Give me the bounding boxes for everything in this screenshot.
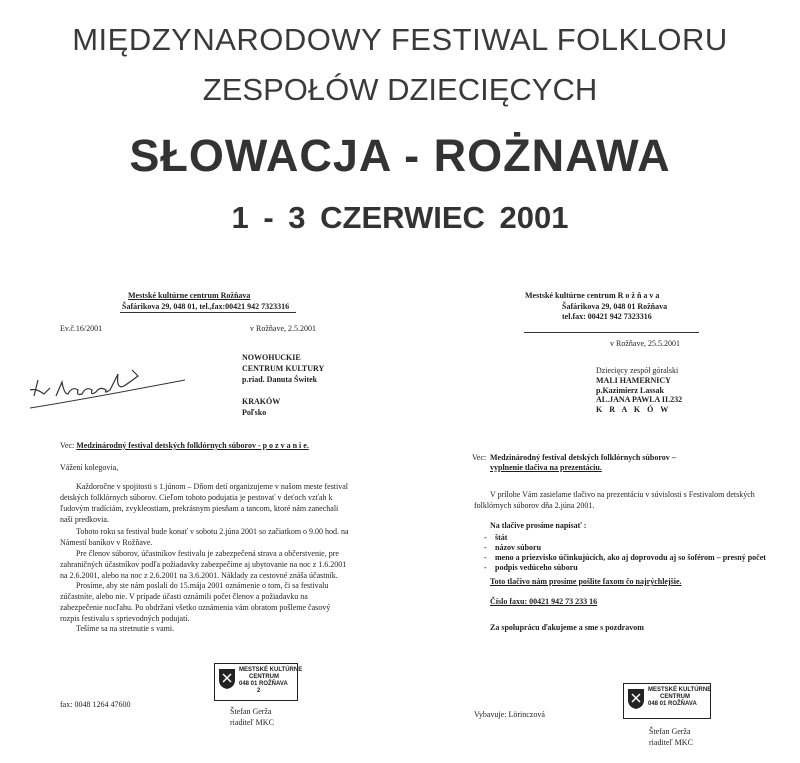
- letter2-address-2: tel.fax: 00421 942 7323316: [562, 312, 652, 321]
- letter2-prepared-by: Vybavuje: Lörinczová: [474, 710, 545, 719]
- letter1-recipient-5: KRAKÓW: [242, 397, 281, 406]
- letter1-stamp: [214, 663, 303, 701]
- letter2-divider: [524, 332, 699, 333]
- letter2-date: v Rožňave, 25.5.2001: [610, 339, 680, 348]
- letter1-salutation: Vážení kolegovia,: [60, 463, 119, 472]
- letter2-address-1: Šafárikova 29, 048 01 Rožňava: [562, 302, 668, 311]
- letter2-org: Mestské kultúrne centrum R o ž ň a v a: [525, 291, 660, 300]
- letter2-stamp-text: MESTSKÉ KULTÚRNE CENTRUM 048 01 ROŽŇAVA: [648, 687, 712, 707]
- letter2-list-item-4: - podpis vedúceho súboru: [484, 563, 578, 572]
- letter2-list-item-1: - štát: [484, 533, 508, 542]
- letter2-list-intro: Na tlačive prosíme napísať :: [490, 521, 587, 530]
- letter1-fax: fax: 0048 1264 47600: [60, 700, 131, 709]
- letter2-subject-1: Medzinárodný festival detských folklórnych súborov –: [490, 453, 676, 462]
- letter1-recipient-3: p.riad. Danuta Świtek: [242, 375, 318, 384]
- festival-dates: 1 - 3 CZERWIEC 2001: [231, 200, 569, 235]
- letter1-stamp-text: MESTSKÉ KULTÚRNE CENTRUM 048 01 ROŽŇAVA 2: [239, 667, 303, 694]
- letter2-paragraph-1: V prílohe Vám zasielame tlačivo na prezentáciu v súvislosti s Festivalom detských folklórnych súborov dňa 2.júna 2001.: [474, 490, 755, 510]
- letter1-recipient-6: Poľsko: [242, 408, 267, 417]
- letter1-signer-title: riaditeľ MKC: [230, 718, 274, 727]
- letter2-recipient-3: p.Kazimierz Lassak: [596, 386, 664, 395]
- letter1-paragraph-3: Pre členov súborov, účastníkov festivalu je zabezpečená strava a občerstvenie, pre zahraničných účastníkov podľa požiadavky zabezpečíme aj ubytovanie na noc z 1.6.2001 na 2.6.2001, alebo na noc z 2.6.2001 na 3.6.2001. Náklady za cestovné znáša účastník.: [60, 549, 347, 580]
- festival-location: SŁOWACJA - ROŻNAWA: [129, 130, 671, 181]
- letter2-recipient-2: MALI HAMERNICY: [596, 376, 671, 385]
- letter1-recipient-1: NOWOHUCKIE: [242, 353, 301, 362]
- letter1-ref: Ev.č.16/2001: [60, 324, 103, 333]
- letter1-subject-text: Medzinárodný festival detských folklórnych súborov - p o z v a n i e.: [76, 441, 309, 450]
- handwritten-signature: [20, 360, 190, 420]
- letter2-signer: Štefan Gerža: [649, 727, 691, 736]
- letter1-signer: Štefan Gerža: [230, 707, 272, 716]
- letter1-paragraph-1: Každoročne v spojitosti s 1.júnom – Dňom detí organizujeme v našom meste festival detských folklórnych súborov. Cieľom tohoto podujatia je pestovať v deťoch vzťah k ľudovým tradíciám, zvykleostiam, prekrásnym piesňam a tancom, ktoré nám zanechali naši predkovia.: [60, 482, 349, 524]
- letter1-subject: [60, 440, 309, 451]
- letter2-recipient-5: K R A K Ó W: [596, 405, 671, 414]
- letter2-recipient-1: Dziecięcy zespół góralski: [596, 366, 679, 375]
- coat-of-arms-icon: [218, 668, 236, 690]
- letter2-signer-title: riaditeľ MKC: [649, 738, 693, 747]
- letter2-stamp: [623, 683, 711, 719]
- letter2-closing: Za spoluprácu ďakujeme a sme s pozdravom: [490, 623, 644, 632]
- letter1-divider: [120, 312, 296, 313]
- letter2-fax-line: Toto tlačivo nám prosíme pošlite faxom čo najrýchlejšie.: [490, 577, 682, 586]
- letter1-address: Šafárikova 29, 048 01, tel.,fax:00421 942 7323316: [122, 302, 290, 311]
- letter1-recipient-2: CENTRUM KULTURY: [242, 364, 325, 373]
- festival-subtitle: ZESPOŁÓW DZIECIĘCYCH: [202, 72, 598, 107]
- letter1-org: Mestské kultúrne centrum Rožňava: [128, 291, 251, 300]
- letter1-paragraph-2: Tohoto roku sa festival bude konať v sobotu 2.júna 2001 so začiatkom o 9.00 hod. na Námestí baníkov v Rožňave.: [60, 527, 349, 547]
- letter2-recipient-4: AL.JANA PAWLA II.232: [596, 395, 683, 404]
- letter1-paragraph-4: Prosíme, aby ste nám poslali do 15.mája 2001 oznámenie o tom, či sa festivalu zúčastníte, alebo nie. V prípade účasti oznámili počet členov a požiadavku na zabezpečenie nocľahu. Po obdržaní všetko oznámenia vám obratom pošleme časový rozpis festivalu s sprievodných podujatí.: [60, 581, 331, 623]
- festival-title: MIĘDZYNARODOWY FESTIWAL FOLKLORU: [72, 22, 728, 57]
- letter2-subject-2: vyplnenie tlačiva na prezentáciu.: [490, 463, 602, 472]
- letter1-closing: Tešíme sa na stretnutie s vami.: [76, 624, 175, 633]
- coat-of-arms-icon: [627, 688, 645, 710]
- letter2-subject-prefix: Vec:: [472, 453, 487, 462]
- letter2-list-item-3: - meno a priezvisko účinkujúcich, ako aj doprovodu aj so šoférom – presný počet: [484, 553, 766, 562]
- letter2-fax-number: Číslo faxu: 00421 942 73 233 16: [490, 597, 598, 606]
- letter1-subject-prefix: Vec:: [60, 441, 75, 450]
- letter2-list-item-2: - názov súboru: [484, 543, 542, 552]
- letter1-date: v Rožňave, 2.5.2001: [250, 324, 316, 333]
